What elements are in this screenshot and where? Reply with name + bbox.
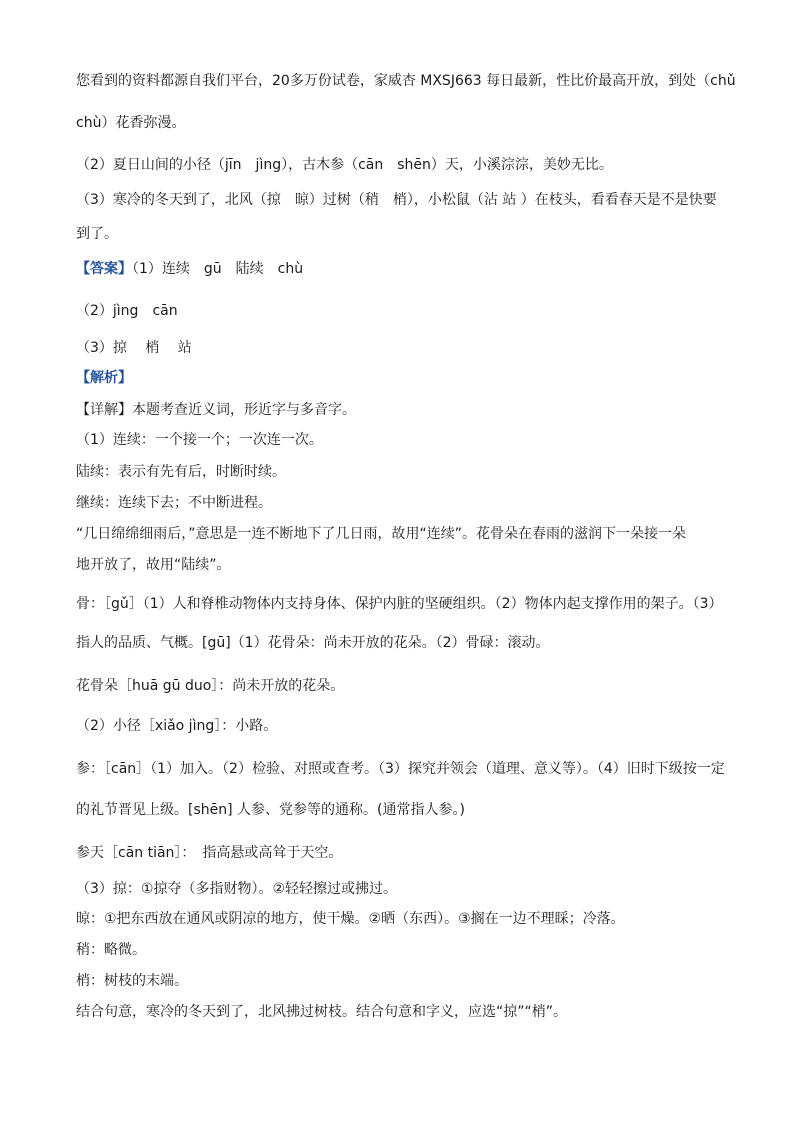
detail-line: 稍：略微。 bbox=[76, 942, 146, 958]
detail-line: 陆续：表示有先有后，时断时续。 bbox=[76, 464, 286, 480]
detail-line: 的礼节晋见上级。[shēn] 人参、党参等的通称。(通常指人参。) bbox=[76, 802, 465, 818]
question-3-line: （3）寒冷的冬天到了，北风（掠 晾）过树（稍 梢），小松鼠（沾 站 ）在枝头，看看春天是不是快要 bbox=[76, 192, 717, 208]
answer-tag: 【答案】 bbox=[76, 261, 132, 277]
detail-line: 晾：①把东西放在通风或阴凉的地方，使干燥。②晒（东西）。③搁在一边不理睬；冷落。 bbox=[76, 911, 625, 927]
detail-line: 指人的品质、气概。[gū]（1）花骨朵：尚未开放的花朵。（2）骨碌：滚动。 bbox=[76, 635, 550, 651]
detail-line: （2）小径［xiǎo jìng］：小路。 bbox=[76, 718, 278, 734]
detail-line: 梢：树枝的末端。 bbox=[76, 973, 188, 989]
answer-line-3: （3）掠 梢 站 bbox=[76, 340, 192, 356]
detail-line: “几日绵绵细雨后，”意思是一连不断地下了几日雨，故用“连续”。花骨朵在春雨的滋润下一朵接一朵 bbox=[76, 526, 687, 542]
detail-line: 骨：［gǔ］（1）人和脊椎动物体内支持身体、保护内脏的坚硬组织。（2）物体内起支撑作用的架子。（3） bbox=[76, 596, 723, 612]
detail-line: 继续：连续下去；不中断进程。 bbox=[76, 495, 272, 511]
paragraph-line: 您看到的资料都源自我们平台，20多万份试卷，家威杏 MXSJ663 每日最新，性比价最高开放，到处（chǔ bbox=[76, 73, 736, 89]
detail-line: 参：［cān］（1）加入。（2）检验、对照或查考。（3）探究并领会（道理、意义等）。（4）旧时下级按一定 bbox=[76, 761, 725, 777]
detail-line: 结合句意，寒冷的冬天到了，北风拂过树枝。结合句意和字义，应选“掠”“梢”。 bbox=[76, 1004, 568, 1020]
detail-line: （3）掠：①掠夺（多指财物）。②轻轻擦过或拂过。 bbox=[76, 881, 398, 897]
detail-line: 地开放了，故用“陆续”。 bbox=[76, 557, 231, 573]
answer-line-2: （2）jìng cān bbox=[76, 303, 178, 319]
analysis-tag: 【解析】 bbox=[76, 370, 132, 386]
answer-text: （1）连续 gū 陆续 chù bbox=[132, 261, 304, 277]
detail-line: 参天［cān tiān］： 指高悬或高耸于天空。 bbox=[76, 845, 343, 861]
detail-line: （1）连续：一个接一个；一次连一次。 bbox=[76, 432, 323, 448]
question-3-line-cont: 到了。 bbox=[76, 226, 118, 242]
question-2-line: （2）夏日山间的小径（jīn jìng），古木参（cān shēn）天，小溪淙淙，美妙无比。 bbox=[76, 157, 613, 173]
paragraph-line: chù）花香弥漫。 bbox=[76, 115, 186, 131]
answer-line-1 bbox=[76, 259, 736, 279]
detail-line: 花骨朵［huā gū duo］：尚未开放的花朵。 bbox=[76, 678, 345, 694]
detail-line: 【详解】本题考查近义词，形近字与多音字。 bbox=[76, 402, 356, 418]
